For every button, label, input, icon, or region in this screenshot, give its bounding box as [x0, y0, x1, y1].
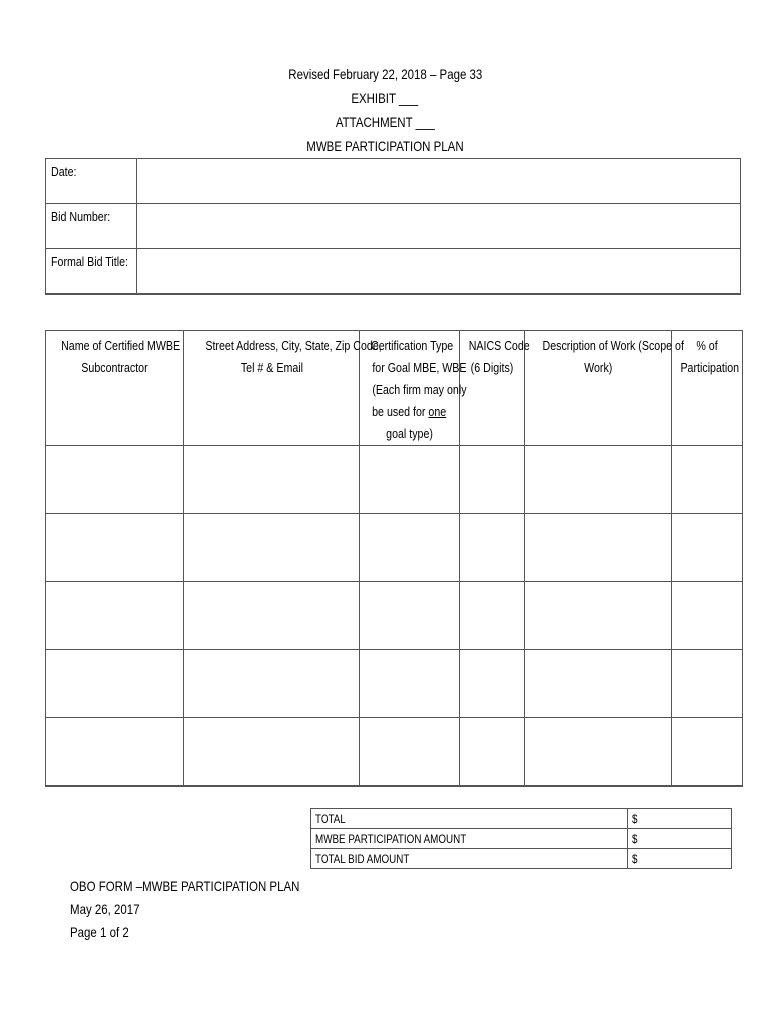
mwbe-amount-row [311, 829, 732, 849]
footer-page-number: Page 1 of 2 [70, 924, 129, 940]
total-row [311, 809, 732, 829]
table-row [46, 446, 743, 514]
name-cell[interactable] [46, 718, 184, 787]
naics-cell[interactable] [460, 446, 525, 514]
total-value[interactable]: $ [628, 809, 732, 829]
certification-cell[interactable] [360, 718, 460, 787]
totals-table [310, 808, 732, 869]
bid-number-row [46, 204, 741, 249]
revision-line: Revised February 22, 2018 – Page 33 [287, 66, 483, 82]
naics-cell[interactable] [460, 718, 525, 787]
col-header-name: Name of Certified MWBE Subcontractor [46, 331, 184, 446]
col-header-percent: % of Participation [672, 331, 743, 446]
exhibit-line: EXHIBIT ___ [351, 90, 419, 106]
total-bid-amount-value[interactable]: $ [628, 849, 732, 869]
bid-number-label: Bid Number: [46, 204, 137, 249]
mwbe-amount-label: MWBE PARTICIPATION AMOUNT [311, 829, 628, 849]
date-row [46, 159, 741, 204]
address-cell[interactable] [184, 514, 360, 582]
address-cell[interactable] [184, 650, 360, 718]
table-row [46, 582, 743, 650]
naics-cell[interactable] [460, 582, 525, 650]
formal-bid-title-label: Formal Bid Title: [46, 249, 137, 295]
percent-cell[interactable] [672, 446, 743, 514]
total-label: TOTAL [311, 809, 628, 829]
total-bid-amount-label: TOTAL BID AMOUNT [311, 849, 628, 869]
name-cell[interactable] [46, 582, 184, 650]
percent-cell[interactable] [672, 650, 743, 718]
description-cell[interactable] [525, 446, 672, 514]
certification-cell[interactable] [360, 582, 460, 650]
name-cell[interactable] [46, 514, 184, 582]
name-cell[interactable] [46, 446, 184, 514]
subcontractor-table [45, 330, 743, 787]
col-header-address: Street Address, City, State, Zip Code, Tel # & Email [184, 331, 360, 446]
total-bid-amount-row [311, 849, 732, 869]
bid-number-field[interactable] [137, 204, 741, 249]
mwbe-amount-value[interactable]: $ [628, 829, 732, 849]
col-header-description: Description of Work (Scope of Work) [525, 331, 672, 446]
form-title: MWBE PARTICIPATION PLAN [306, 138, 464, 154]
address-cell[interactable] [184, 582, 360, 650]
attachment-line: ATTACHMENT ___ [335, 114, 435, 130]
col-header-certification: Certification Type for Goal MBE, WBE (Each firm may only be used for one goal type) [360, 331, 460, 446]
table-row [46, 718, 743, 787]
description-cell[interactable] [525, 582, 672, 650]
percent-cell[interactable] [672, 582, 743, 650]
description-cell[interactable] [525, 514, 672, 582]
address-cell[interactable] [184, 718, 360, 787]
table-row [46, 514, 743, 582]
percent-cell[interactable] [672, 514, 743, 582]
date-field[interactable] [137, 159, 741, 204]
formal-bid-title-field[interactable] [137, 249, 741, 295]
one-emphasis: one [428, 404, 447, 419]
footer-form-name: OBO FORM –MWBE PARTICIPATION PLAN [70, 878, 300, 894]
certification-cell[interactable] [360, 650, 460, 718]
col-header-naics: NAICS Code (6 Digits) [460, 331, 525, 446]
certification-cell[interactable] [360, 446, 460, 514]
footer-date: May 26, 2017 [70, 901, 140, 917]
bid-info-table [45, 158, 741, 295]
table-row [46, 650, 743, 718]
description-cell[interactable] [525, 650, 672, 718]
naics-cell[interactable] [460, 650, 525, 718]
address-cell[interactable] [184, 446, 360, 514]
subcontractor-header-row [46, 331, 743, 446]
naics-cell[interactable] [460, 514, 525, 582]
percent-cell[interactable] [672, 718, 743, 787]
certification-cell[interactable] [360, 514, 460, 582]
description-cell[interactable] [525, 718, 672, 787]
date-label: Date: [46, 159, 137, 204]
name-cell[interactable] [46, 650, 184, 718]
formal-bid-title-row [46, 249, 741, 295]
